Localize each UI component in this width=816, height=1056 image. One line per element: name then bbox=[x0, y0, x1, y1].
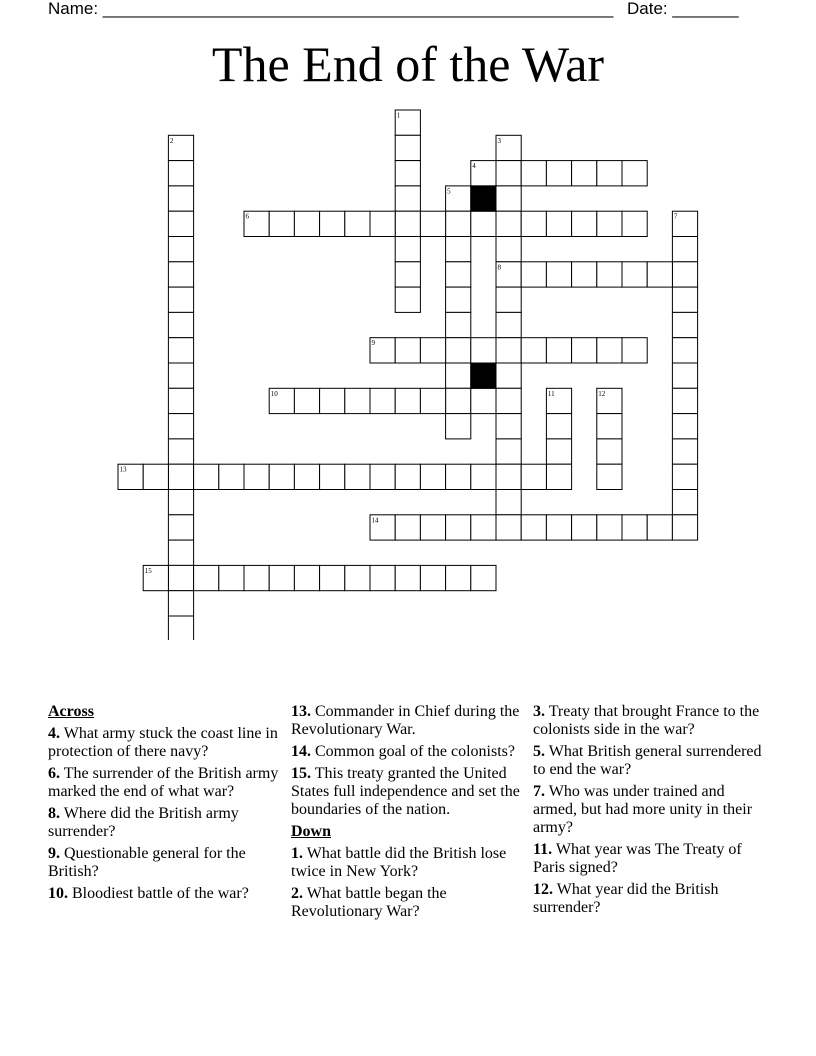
grid-cell[interactable] bbox=[496, 414, 521, 439]
down-heading: Down bbox=[291, 823, 332, 840]
grid-cell[interactable] bbox=[672, 490, 697, 515]
clue-down-11: 11. What year was The Treaty of Paris signed? bbox=[533, 841, 742, 876]
grid-cell[interactable] bbox=[672, 464, 697, 489]
grid-cell[interactable] bbox=[168, 616, 193, 640]
clue-across-13: 13. Commander in Chief during the Revolutionary War. bbox=[291, 703, 520, 738]
clue-down-12: 12. What year did the British surrender? bbox=[533, 881, 719, 916]
grid-cell[interactable] bbox=[168, 211, 193, 236]
grid-cell[interactable] bbox=[395, 338, 420, 363]
date-field-label: Date: _______ bbox=[627, 0, 739, 18]
black-cell bbox=[471, 186, 496, 211]
grid-cell[interactable] bbox=[446, 211, 471, 236]
grid-cell[interactable] bbox=[446, 338, 471, 363]
grid-cell[interactable] bbox=[370, 565, 395, 590]
cell-number-15: 15 bbox=[144, 566, 152, 575]
cell-number-1: 1 bbox=[396, 111, 401, 120]
grid-cell[interactable] bbox=[395, 135, 420, 160]
grid-cell[interactable] bbox=[546, 515, 571, 540]
grid-cell[interactable] bbox=[269, 211, 294, 236]
grid-cell[interactable] bbox=[269, 464, 294, 489]
clue-across-14: 14. Common goal of the colonists? bbox=[291, 743, 515, 760]
grid-cell[interactable] bbox=[446, 237, 471, 262]
grid-cell[interactable] bbox=[496, 439, 521, 464]
grid-cell[interactable] bbox=[168, 237, 193, 262]
grid-cell[interactable] bbox=[370, 464, 395, 489]
cell-number-4: 4 bbox=[472, 162, 476, 171]
grid-cell[interactable] bbox=[597, 439, 622, 464]
grid-cell[interactable] bbox=[446, 287, 471, 312]
grid-cell[interactable] bbox=[395, 237, 420, 262]
cell-number-3: 3 bbox=[497, 136, 501, 145]
clue-down-7: 7. Who was under trained and armed, but had more unity in their army? bbox=[533, 783, 753, 836]
grid-cell[interactable] bbox=[597, 262, 622, 287]
cell-number-5: 5 bbox=[447, 187, 451, 196]
grid-cell[interactable] bbox=[446, 262, 471, 287]
grid-cell[interactable] bbox=[597, 161, 622, 186]
grid-cell[interactable] bbox=[446, 388, 471, 413]
grid-cell[interactable] bbox=[546, 464, 571, 489]
grid-cell[interactable] bbox=[395, 388, 420, 413]
grid-cell[interactable] bbox=[294, 464, 319, 489]
grid-cell[interactable] bbox=[672, 388, 697, 413]
grid-cell[interactable] bbox=[496, 464, 521, 489]
grid-cell[interactable] bbox=[572, 338, 597, 363]
grid-cell[interactable] bbox=[496, 312, 521, 337]
grid-cell[interactable] bbox=[521, 515, 546, 540]
grid-cell[interactable] bbox=[194, 464, 219, 489]
grid-cell[interactable] bbox=[572, 161, 597, 186]
grid-cell[interactable] bbox=[622, 338, 647, 363]
grid-cell[interactable] bbox=[672, 287, 697, 312]
grid-cell[interactable] bbox=[471, 515, 496, 540]
grid-cell[interactable] bbox=[496, 211, 521, 236]
grid-cell[interactable] bbox=[521, 161, 546, 186]
grid-cell[interactable] bbox=[244, 464, 269, 489]
grid-cell[interactable] bbox=[622, 515, 647, 540]
grid-cell[interactable] bbox=[521, 262, 546, 287]
grid-cell[interactable] bbox=[244, 565, 269, 590]
clue-down-3: 3. Treaty that brought France to the colonists side in the war? bbox=[533, 703, 760, 738]
grid-cell[interactable] bbox=[622, 161, 647, 186]
grid-cell[interactable] bbox=[597, 464, 622, 489]
grid-cell[interactable] bbox=[546, 211, 571, 236]
grid-cell[interactable] bbox=[496, 161, 521, 186]
grid-cell[interactable] bbox=[471, 565, 496, 590]
grid-cell[interactable] bbox=[168, 565, 193, 590]
grid-cell[interactable] bbox=[320, 211, 345, 236]
grid-cell[interactable] bbox=[672, 439, 697, 464]
grid-cell[interactable] bbox=[546, 439, 571, 464]
grid-cell[interactable] bbox=[496, 338, 521, 363]
grid-cell[interactable] bbox=[597, 414, 622, 439]
grid-cell[interactable] bbox=[597, 211, 622, 236]
grid-cell[interactable] bbox=[168, 186, 193, 211]
grid-cell[interactable] bbox=[420, 388, 445, 413]
grid-cell[interactable] bbox=[395, 262, 420, 287]
clue-across-4: 4. What army stuck the coast line in protection of there navy? bbox=[48, 725, 278, 760]
black-cell bbox=[471, 363, 496, 388]
clues-column-1 bbox=[48, 703, 280, 907]
grid-cell[interactable] bbox=[395, 464, 420, 489]
grid-cell[interactable] bbox=[143, 464, 168, 489]
grid-cell[interactable] bbox=[345, 565, 370, 590]
grid-cell[interactable] bbox=[345, 388, 370, 413]
grid-cell[interactable] bbox=[168, 363, 193, 388]
grid-cell[interactable] bbox=[168, 338, 193, 363]
grid-cell[interactable] bbox=[471, 338, 496, 363]
cell-number-13: 13 bbox=[119, 465, 127, 474]
grid-cell[interactable] bbox=[320, 388, 345, 413]
grid-cell[interactable] bbox=[420, 338, 445, 363]
grid-cell[interactable] bbox=[294, 211, 319, 236]
page-title: The End of the War bbox=[211, 36, 605, 92]
grid-cell[interactable] bbox=[294, 388, 319, 413]
grid-cell[interactable] bbox=[672, 414, 697, 439]
grid-cell[interactable] bbox=[345, 464, 370, 489]
grid-cell[interactable] bbox=[496, 490, 521, 515]
grid-cell[interactable] bbox=[395, 515, 420, 540]
grid-cell[interactable] bbox=[320, 565, 345, 590]
grid-cell[interactable] bbox=[269, 565, 294, 590]
grid-cell[interactable] bbox=[597, 515, 622, 540]
grid-cell[interactable] bbox=[622, 211, 647, 236]
grid-cell[interactable] bbox=[572, 262, 597, 287]
clues-column-2 bbox=[291, 703, 523, 925]
cell-number-12: 12 bbox=[598, 389, 606, 398]
grid-cell[interactable] bbox=[420, 565, 445, 590]
grid-cell[interactable] bbox=[672, 312, 697, 337]
grid-cell[interactable] bbox=[446, 464, 471, 489]
grid-cell[interactable] bbox=[395, 186, 420, 211]
grid-cell[interactable] bbox=[572, 211, 597, 236]
grid-cell[interactable] bbox=[446, 312, 471, 337]
grid-cell[interactable] bbox=[546, 338, 571, 363]
grid-cell[interactable] bbox=[168, 262, 193, 287]
grid-cell[interactable] bbox=[521, 338, 546, 363]
grid-cell[interactable] bbox=[446, 565, 471, 590]
grid-cell[interactable] bbox=[521, 211, 546, 236]
across-heading: Across bbox=[48, 703, 94, 720]
clue-down-2: 2. What battle began the Revolutionary War? bbox=[291, 885, 447, 920]
grid-cell[interactable] bbox=[420, 211, 445, 236]
grid-cell[interactable] bbox=[546, 161, 571, 186]
clue-across-9: 9. Questionable general for the British? bbox=[48, 845, 246, 880]
grid-cell[interactable] bbox=[546, 262, 571, 287]
grid-cell[interactable] bbox=[471, 388, 496, 413]
grid-cell[interactable] bbox=[622, 262, 647, 287]
grid-cell[interactable] bbox=[168, 312, 193, 337]
grid-cell[interactable] bbox=[521, 464, 546, 489]
grid-cell[interactable] bbox=[168, 414, 193, 439]
grid-cell[interactable] bbox=[446, 363, 471, 388]
clue-down-1: 1. What battle did the British lose twice in New York? bbox=[291, 845, 507, 880]
grid-cell[interactable] bbox=[168, 388, 193, 413]
grid-cell[interactable] bbox=[546, 414, 571, 439]
grid-cell[interactable] bbox=[294, 565, 319, 590]
grid-cell[interactable] bbox=[370, 211, 395, 236]
clues-column-3 bbox=[533, 703, 768, 921]
grid-cell[interactable] bbox=[572, 515, 597, 540]
grid-cell[interactable] bbox=[395, 565, 420, 590]
clue-across-15: 15. This treaty granted the United States full independence and set the boundaries of the nation. bbox=[291, 765, 520, 818]
grid-cell[interactable] bbox=[647, 515, 672, 540]
grid-cell[interactable] bbox=[370, 388, 395, 413]
grid-cell[interactable] bbox=[395, 211, 420, 236]
grid-cell[interactable] bbox=[672, 262, 697, 287]
grid-cell[interactable] bbox=[168, 464, 193, 489]
grid-cell[interactable] bbox=[168, 161, 193, 186]
grid-cell[interactable] bbox=[168, 287, 193, 312]
grid-cell[interactable] bbox=[168, 540, 193, 565]
grid-cell[interactable] bbox=[320, 464, 345, 489]
grid-cell[interactable] bbox=[672, 237, 697, 262]
cell-number-2: 2 bbox=[169, 136, 174, 145]
grid-cell[interactable] bbox=[647, 262, 672, 287]
cell-number-8: 8 bbox=[497, 263, 501, 272]
grid-cell[interactable] bbox=[345, 211, 370, 236]
cell-number-6: 6 bbox=[245, 212, 249, 221]
cell-number-14: 14 bbox=[371, 516, 379, 525]
cell-number-9: 9 bbox=[371, 339, 375, 348]
grid-cell[interactable] bbox=[496, 363, 521, 388]
grid-cell[interactable] bbox=[420, 464, 445, 489]
grid-cell[interactable] bbox=[446, 515, 471, 540]
clue-across-10: 10. Bloodiest battle of the war? bbox=[48, 885, 249, 902]
grid-cell[interactable] bbox=[597, 338, 622, 363]
grid-cell[interactable] bbox=[395, 161, 420, 186]
grid-cell[interactable] bbox=[672, 363, 697, 388]
clue-across-8: 8. Where did the British army surrender? bbox=[48, 805, 239, 840]
grid-cell[interactable] bbox=[471, 464, 496, 489]
grid-cell[interactable] bbox=[496, 287, 521, 312]
grid-cell[interactable] bbox=[496, 388, 521, 413]
cell-number-7: 7 bbox=[673, 212, 678, 221]
grid-cell[interactable] bbox=[168, 591, 193, 616]
clue-across-6: 6. The surrender of the British army marked the end of what war? bbox=[48, 765, 279, 800]
grid-cell[interactable] bbox=[219, 565, 244, 590]
grid-cell[interactable] bbox=[219, 464, 244, 489]
grid-cell[interactable] bbox=[395, 287, 420, 312]
grid-cell[interactable] bbox=[496, 515, 521, 540]
grid-cell[interactable] bbox=[420, 515, 445, 540]
grid-cell[interactable] bbox=[446, 414, 471, 439]
grid-cell[interactable] bbox=[471, 211, 496, 236]
clue-down-5: 5. What British general surrendered to end the war? bbox=[533, 743, 762, 778]
name-field-label: Name: ______________________________________________________ bbox=[48, 0, 614, 18]
grid-cell[interactable] bbox=[496, 186, 521, 211]
grid-cell[interactable] bbox=[194, 565, 219, 590]
grid-cell[interactable] bbox=[168, 515, 193, 540]
grid-cell[interactable] bbox=[496, 237, 521, 262]
cell-number-11: 11 bbox=[547, 389, 555, 398]
grid-cell[interactable] bbox=[672, 338, 697, 363]
grid-cell[interactable] bbox=[168, 490, 193, 515]
cell-number-10: 10 bbox=[270, 389, 278, 398]
grid-cell[interactable] bbox=[672, 515, 697, 540]
grid-cell[interactable] bbox=[168, 439, 193, 464]
